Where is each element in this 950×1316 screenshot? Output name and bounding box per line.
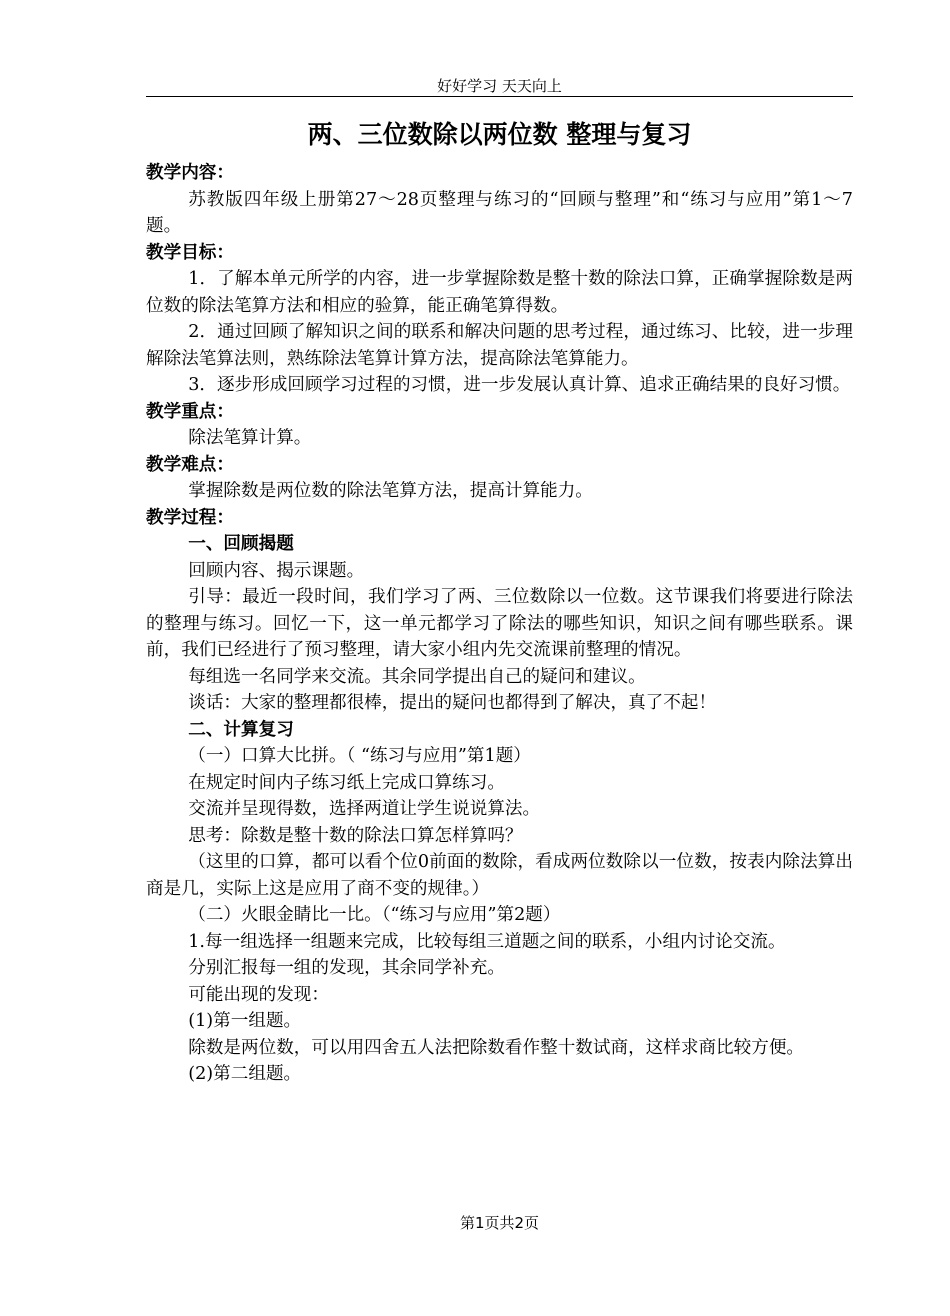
goal-3: 3．逐步形成回顾学习过程的习惯，进一步发展认真计算、追求正确结果的良好习惯。: [188, 375, 851, 395]
part2-paragraph: (1)第一组题。: [188, 1011, 302, 1031]
part2-paragraph: (2)第二组题。: [188, 1064, 302, 1084]
key-heading: 教学重点：: [146, 401, 234, 422]
page-footer: 第1页共2页: [459, 1214, 540, 1232]
part2-subheading: （二）火眼金睛比一比。（“练习与应用”第2题）: [188, 905, 561, 925]
page-header: 好好学习 天天向上: [437, 77, 562, 95]
goals-heading: 教学目标：: [146, 242, 234, 263]
part2-paragraph: 交流并呈现得数，选择两道让学生说说算法。: [188, 799, 541, 819]
part2-subheading: （一）口算大比拼。（ “练习与应用”第1题）: [188, 746, 531, 766]
part1-paragraph: 每组选一名同学来交流。其余同学提出自己的疑问和建议。: [188, 666, 646, 687]
part1-heading: 一、回顾揭题: [188, 534, 294, 554]
part2-paragraph: 1.每一组选择一组题来完成，比较每组三道题之间的联系，小组内讨论交流。: [188, 931, 786, 952]
content-text: 苏教版四年级上册第27～28页整理与练习的“回顾与整理”和“练习与应用”第1～7题。: [146, 189, 853, 236]
page-title: 两、三位数除以两位数 整理与复习: [307, 120, 692, 149]
part2-paragraph: 思考：除数是整十数的除法口算怎样算吗？: [188, 825, 523, 846]
difficulty-heading: 教学难点：: [146, 454, 234, 475]
content-heading: 教学内容：: [146, 163, 234, 183]
part2-paragraph: 在规定时间内子练习纸上完成口算练习。: [188, 772, 505, 793]
part2-paragraph: （这里的口算，都可以看个位0前面的数除，看成两位数除以一位数，按表内除法算出商是几，实际上这是应用了商不变的规律。）: [146, 852, 853, 899]
header-rule: [146, 96, 853, 97]
part1-paragraph: 回顾内容、揭示课题。: [188, 560, 365, 581]
goal-1: 1．了解本单元所学的内容，进一步掌握除数是整十数的除法口算，正确掌握除数是两位数的除法笔算方法和相应的验算，能正确笔算得数。: [146, 269, 853, 316]
part2-paragraph: 除数是两位数，可以用四舍五人法把除数看作整十数试商，这样求商比较方便。: [188, 1037, 805, 1058]
part2-heading: 二、计算复习: [188, 719, 294, 740]
document-body: [146, 160, 853, 1088]
part1-paragraph: 谈话：大家的整理都很棒，提出的疑问也都得到了解决，真了不起！: [188, 693, 717, 713]
part1-paragraph: 引导：最近一段时间，我们学习了两、三位数除以一位数。这节课我们将要进行除法的整理与练习。回忆一下，这一单元都学习了除法的哪些知识，知识之间有哪些联系。课前，我们已经进行了预习整理，请大家小组内先交流课前整理的情况。: [146, 587, 853, 660]
part2-paragraph: 可能出现的发现：: [188, 984, 329, 1005]
key-text: 除法笔算计算。: [188, 428, 312, 448]
difficulty-text: 掌握除数是两位数的除法笔算方法，提高计算能力。: [188, 481, 593, 501]
part2-paragraph: 分别汇报每一组的发现，其余同学补充。: [188, 958, 505, 978]
process-heading: 教学过程：: [146, 507, 234, 528]
goal-2: 2．通过回顾了解知识之间的联系和解决问题的思考过程，通过练习、比较，进一步理解除法笔算法则，熟练除法笔算计算方法，提高除法笔算能力。: [146, 322, 853, 369]
